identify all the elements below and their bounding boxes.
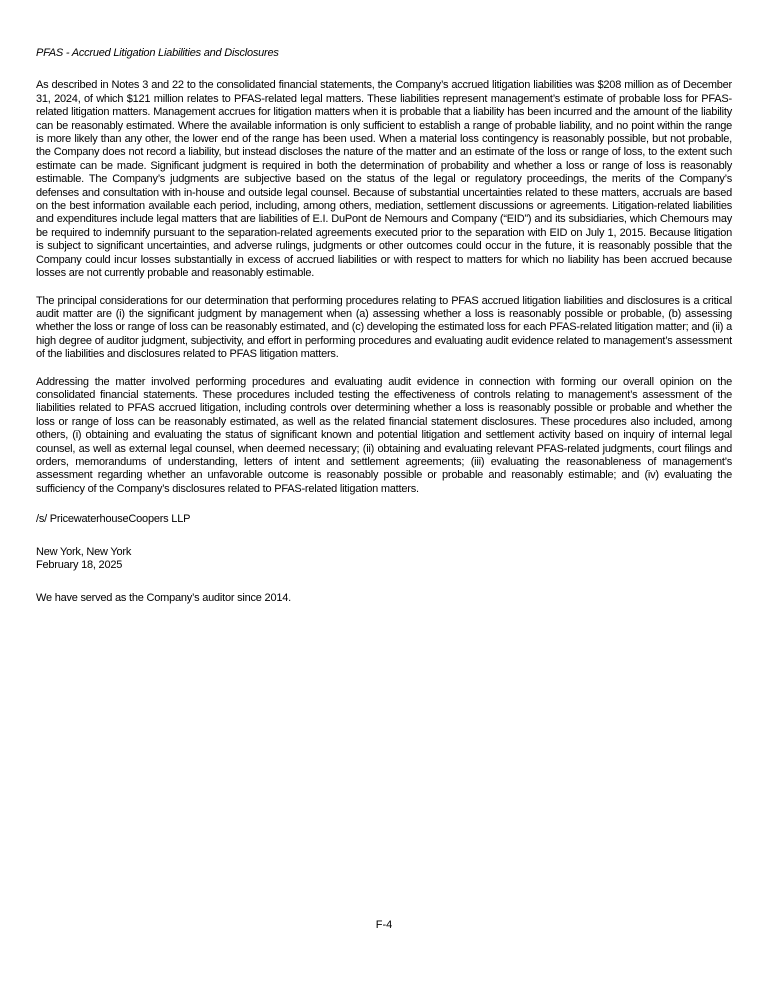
paragraph-addressing-the-matter: Addressing the matter involved performing procedures and evaluating audit evidence in connection with forming our overall opinion on the consolidated financial statements. These procedures included testing the effectiveness of controls relating to management’s assessment of the liabilities related to PFAS accrued litigation, including controls over determining whether a loss is reasonably possible or probable and whether the loss or range of loss can be reasonably estimated, as well as the related financial statement disclosures. These procedures also included, among others, (i) obtaining and evaluating the status of significant known and potential litigation and settlement activity based on inquiry of internal legal counsel, as well as external legal counsel, when deemed necessary; (ii) obtaining and evaluating relevant PFAS-related judgments, court filings and orders, memorandums of understanding, letters of intent and settlement agreements; (iii) evaluating the reasonableness of management’s assessment regarding whether an unfavorable outcome is reasonably possible or probable and reasonably estimable; and (iv) evaluating the sufficiency of the Company’s disclosures related to PFAS-related litigation matters. [36,375,732,495]
section-heading: PFAS - Accrued Litigation Liabilities and Disclosures [36,47,279,59]
auditor-tenure-note: We have served as the Company’s auditor since 2014. [36,592,291,605]
paragraph-accrued-litigation-liabilities: As described in Notes 3 and 22 to the consolidated financial statements, the Company’s accrued litigation liabilities was $208 million as of December 31, 2024, of which $121 million relates to PFAS-related legal matters. These liabilities represent management’s estimate of probable loss for PFAS-related litigation matters. Management accrues for litigation matters when it is probable that a liability has been incurred and the amount of the liability can be reasonably estimated. Where the available information is only sufficient to establish a range of probable liability, and no point within the range is more likely than any other, the lower end of the range has been used. When a material loss contingency is reasonably possible, but not probable, the Company does not record a liability, but instead discloses the nature of the matter and an estimate of the loss or range of loss, to the extent such estimate can be made. Significant judgment is required in both the determination of probability and whether a loss or range of loss is reasonably estimable. The Company’s judgments are subjective based on the status of the legal or regulatory proceedings, the merits of the Company’s defenses and consultation with in-house and outside legal counsel. Because of substantial uncertainties related to these matters, accruals are based on the best information available each period, including, among others, mediation, settlement discussions or agreements. Litigation-related liabilities and expenditures include legal matters that are liabilities of E.I. DuPont de Nemours and Company (“EID”) and its subsidiaries, which Chemours may be required to indemnify pursuant to the separation-related agreements executed prior to the separation with EID on July 1, 2015. Because litigation is subject to significant uncertainties, and adverse rulings, judgments or other outcomes could occur in the future, it is reasonably possible that the Company could incur losses substantially in excess of accrued liabilities or with respect to matters for which no liability has been accrued because losses are not currently probable and reasonably estimable. [36,79,732,280]
page-number: F-4 [375,919,393,931]
signature-location-date-block [36,546,732,573]
signature-date: February 18, 2025 [36,559,123,571]
signature-location: New York, New York [36,545,132,558]
auditor-signature: /s/ PricewaterhouseCoopers LLP [36,513,191,526]
paragraph-principal-considerations: The principal considerations for our determination that performing procedures relating to PFAS accrued litigation liabilities and disclosures is a critical audit matter are (i) the significant judgment by management when (a) assessing whether a loss is reasonably possible or probable, (b) assessing whether the loss or range of loss can be reasonably estimated, and (c) developing the estimated loss for each PFAS-related litigation matter; and (ii) a high degree of auditor judgment, subjectivity, and effort in performing procedures and evaluating audit evidence related to management’s assessment of the liabilities and disclosures related to PFAS litigation matters. [36,294,732,361]
